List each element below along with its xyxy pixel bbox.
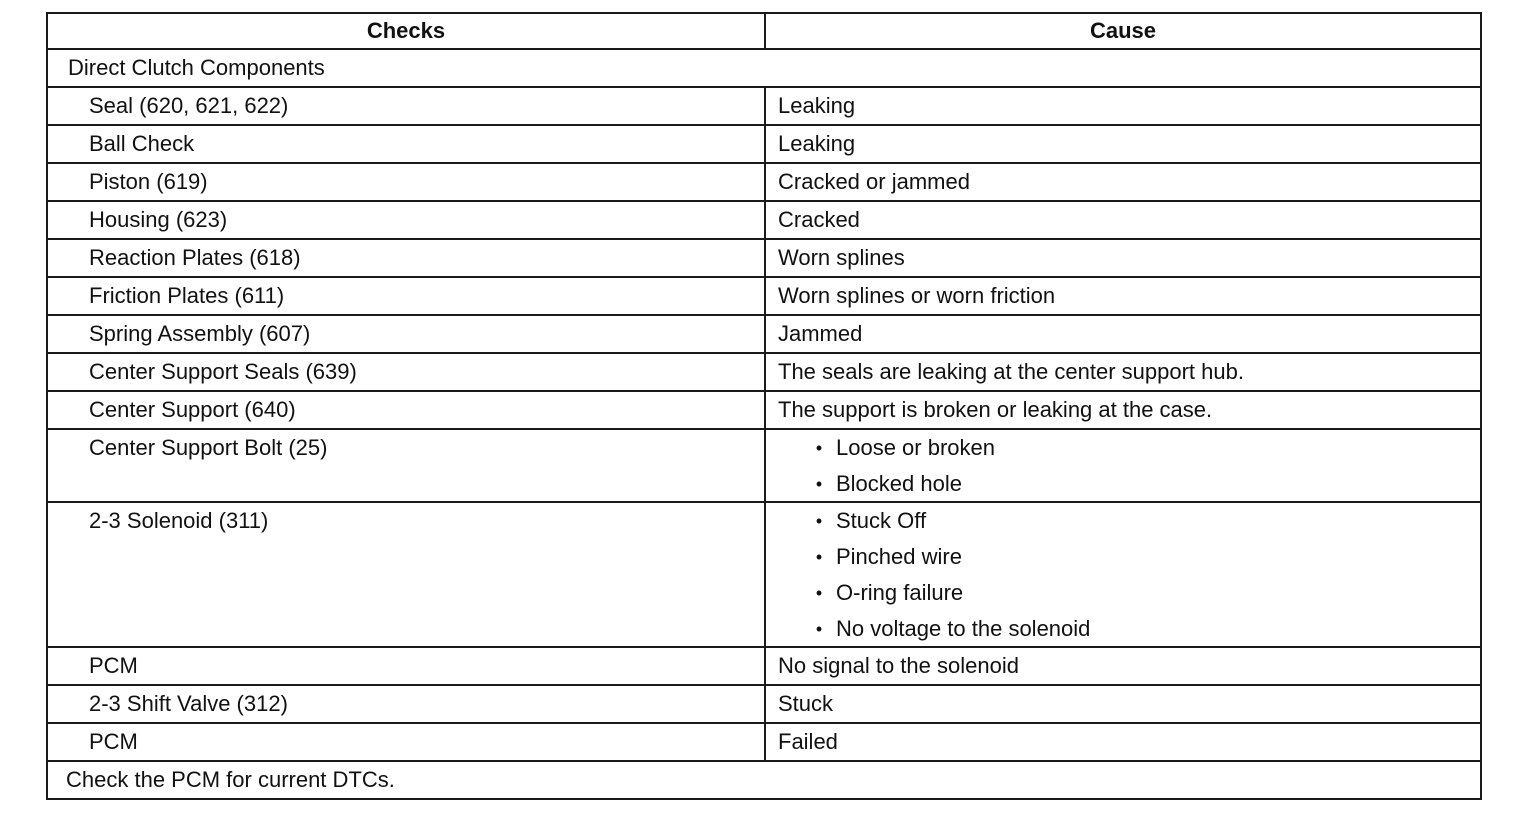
cause-cell: The support is broken or leaking at the case.: [765, 391, 1481, 429]
check-cell: PCM: [47, 647, 765, 685]
check-cell: Piston (619): [47, 163, 765, 201]
list-item: [812, 435, 1470, 471]
checks-header: Checks: [47, 13, 765, 49]
table-row: [47, 125, 1481, 163]
list-item-text: O-ring failure: [836, 580, 964, 605]
bullet-icon: •: [815, 474, 823, 494]
table-row: [47, 391, 1481, 429]
check-cell: 2-3 Shift Valve (312): [47, 685, 765, 723]
footer-row: [47, 761, 1481, 799]
check-cell: Seal (620, 621, 622): [47, 87, 765, 125]
cause-cell: Cracked: [765, 201, 1481, 239]
section-title: Direct Clutch Components: [47, 49, 1481, 87]
check-cell: Reaction Plates (618): [47, 239, 765, 277]
cause-cell: No signal to the solenoid: [765, 647, 1481, 685]
cause-header: Cause: [765, 13, 1481, 49]
list-item-text: Pinched wire: [836, 544, 962, 569]
table-row: [47, 502, 1481, 647]
cause-cell: Cracked or jammed: [765, 163, 1481, 201]
check-cell: Spring Assembly (607): [47, 315, 765, 353]
table-row: [47, 277, 1481, 315]
list-item: [812, 580, 1470, 616]
bullet-icon: •: [815, 547, 823, 567]
list-item: [812, 544, 1470, 580]
check-cell: 2-3 Solenoid (311): [47, 502, 765, 647]
list-item: [812, 508, 1470, 544]
cause-cell: Stuck: [765, 685, 1481, 723]
list-item: [812, 616, 1470, 646]
header-row: [47, 13, 1481, 49]
footer-note: Check the PCM for current DTCs.: [47, 761, 1481, 799]
diagnostic-table: [46, 12, 1482, 800]
bullet-icon: •: [815, 619, 823, 639]
cause-cell: Leaking: [765, 87, 1481, 125]
cause-cell: [765, 429, 1481, 502]
list-item: [812, 471, 1470, 501]
cause-cell: The seals are leaking at the center support hub.: [765, 353, 1481, 391]
table-row: [47, 647, 1481, 685]
table-row: [47, 685, 1481, 723]
cause-cell: Leaking: [765, 125, 1481, 163]
table-row: [47, 87, 1481, 125]
check-cell: Friction Plates (611): [47, 277, 765, 315]
list-item-text: Stuck Off: [836, 508, 927, 533]
check-cell: Center Support (640): [47, 391, 765, 429]
check-cell: Center Support Seals (639): [47, 353, 765, 391]
cause-bullet-list: [778, 435, 1470, 501]
section-row: [47, 49, 1481, 87]
table-row: [47, 315, 1481, 353]
table-row: [47, 201, 1481, 239]
bullet-icon: •: [815, 511, 823, 531]
cause-cell: Jammed: [765, 315, 1481, 353]
table-row: [47, 239, 1481, 277]
table-row: [47, 723, 1481, 761]
check-cell: Ball Check: [47, 125, 765, 163]
cause-bullet-list: [778, 508, 1470, 646]
table-row: [47, 353, 1481, 391]
cause-cell: Failed: [765, 723, 1481, 761]
cause-cell: [765, 502, 1481, 647]
table-row: [47, 429, 1481, 502]
list-item-text: Loose or broken: [836, 435, 995, 460]
check-cell: PCM: [47, 723, 765, 761]
bullet-icon: •: [815, 438, 823, 458]
cause-cell: Worn splines: [765, 239, 1481, 277]
check-cell: Center Support Bolt (25): [47, 429, 765, 502]
bullet-icon: •: [815, 583, 823, 603]
check-cell: Housing (623): [47, 201, 765, 239]
table-row: [47, 163, 1481, 201]
list-item-text: No voltage to the solenoid: [836, 616, 1091, 641]
list-item-text: Blocked hole: [836, 471, 962, 496]
cause-cell: Worn splines or worn friction: [765, 277, 1481, 315]
